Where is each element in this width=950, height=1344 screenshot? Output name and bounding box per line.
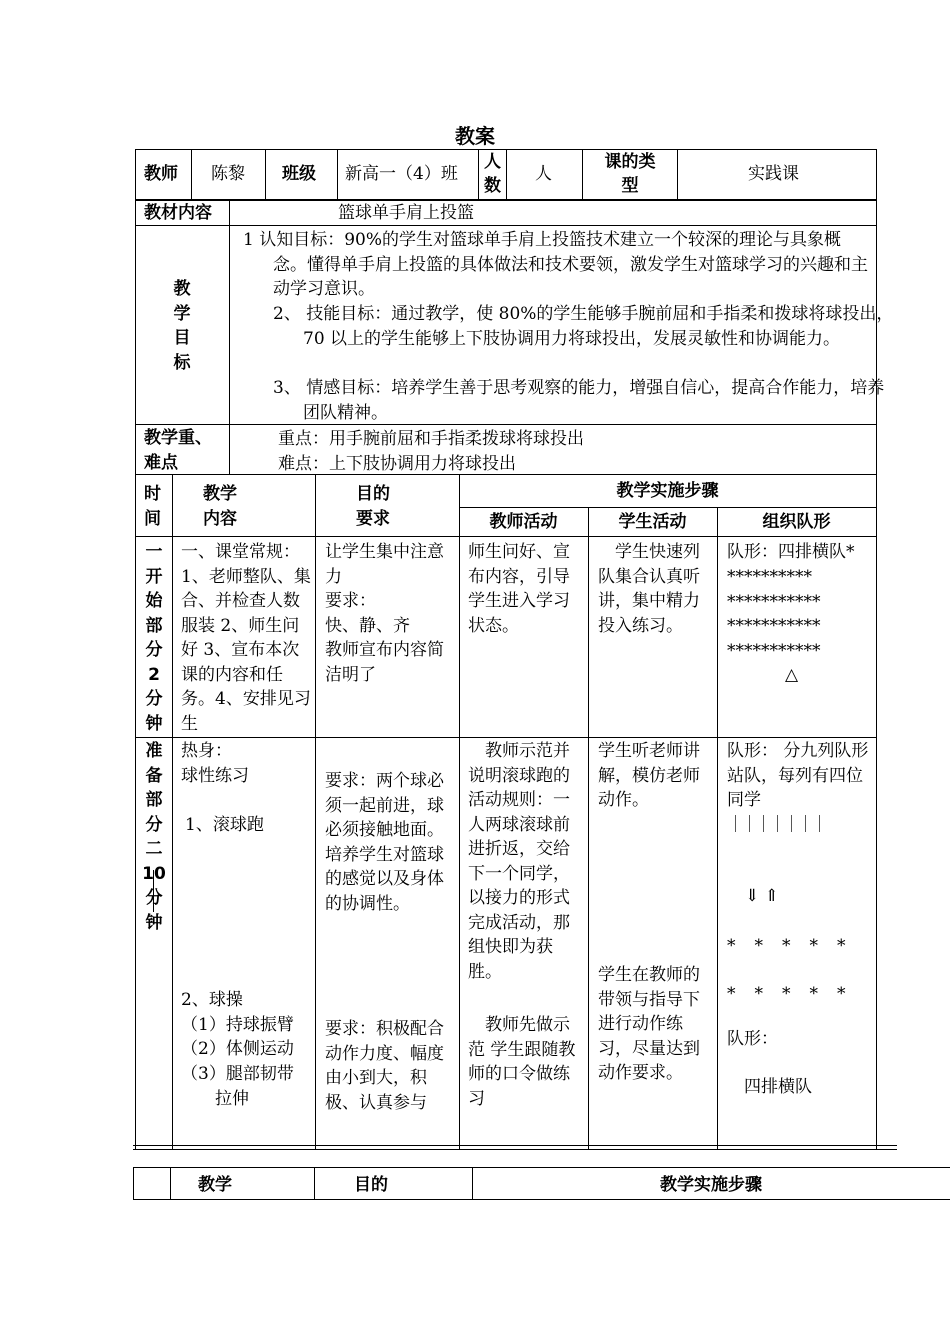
section2-warmup: 热身： — [181, 741, 232, 761]
col-formation-header: 组织队形 — [762, 512, 831, 532]
keypoints-label: 教学重、 难点 — [144, 428, 212, 473]
section1-purpose: 让学生集中注意力 要求： 快、静、齐 教师宣布内容简洁明了 — [325, 542, 444, 685]
section1-formation-row: ********** — [727, 567, 812, 587]
section2-formation2-title: 队形： — [727, 1029, 778, 1049]
count-label: 人 数 — [484, 152, 501, 196]
col-teacher-header: 教师活动 — [489, 512, 558, 532]
teacher-label: 教师 — [144, 164, 178, 184]
material-label: 教材内容 — [144, 203, 212, 223]
col-content-header: 教学 内容 — [203, 484, 237, 529]
section1-formation-row: *********** — [727, 592, 821, 612]
count-value: 人 — [535, 164, 552, 184]
section2-formation1-bars: ｜｜｜｜｜｜｜ — [727, 815, 825, 835]
lesson-type-label: 课的类 型 — [604, 152, 656, 196]
section1-formation-row: *********** — [727, 641, 821, 661]
section1-formation-title: 队形：四排横队* — [727, 542, 855, 562]
section2-item2: 2、球操 — [181, 990, 243, 1010]
page2-content-header: 教学 — [198, 1175, 232, 1195]
col-steps-header: 教学实施步骤 — [616, 481, 719, 501]
col-student-header: 学生活动 — [618, 512, 687, 532]
page-title: 教案 — [455, 124, 495, 148]
goals-label: 教 学 目 标 — [173, 279, 191, 373]
class-label: 班级 — [282, 164, 316, 184]
section1-student: 学生快速列队集合认真听讲，集中精力投入练习。 — [598, 542, 700, 636]
page2-purpose-header: 目的 — [354, 1175, 388, 1195]
direction-arrows-icon: ⇓ ⇑ — [745, 886, 779, 906]
class-name: 新高一（4）班 — [345, 164, 458, 184]
section1-formation-row: *********** — [727, 616, 821, 636]
section2-time: 准 备 部 分 二 10 分 钟 — [142, 741, 166, 933]
section2-ball-practice: 球性练习 — [181, 766, 249, 786]
section2-formation1: 队形： 分九列队形站队，每列有四位同学 — [727, 741, 869, 810]
section2-item2-sub: 拉伸 — [181, 1089, 249, 1109]
teacher-name: 陈黎 — [211, 164, 245, 184]
section2-item2-sub: （2）体侧运动 — [181, 1039, 294, 1059]
section1-content: 一、课堂常规：1、老师整队、集合、并检查人数服装 2、师生问好 3、宣布本次课的内容和任务。4、安排见习生 — [181, 542, 311, 734]
section2-formation1-stars: * * * * * — [727, 936, 847, 956]
keypoint-key: 重点：用手腕前屈和手指柔拨球将球投出 — [278, 429, 584, 449]
section2-teacher1: 教师示范并说明滚球跑的活动规则：一人两球滚球前进折返，交给下一个同学，以接力的形式完成活动，那组快即为获胜。 — [468, 741, 570, 982]
section2-formation1-stars: * * * * * — [727, 984, 847, 1004]
section2-item2-sub: （1）持球振臂 — [181, 1015, 294, 1035]
material-value: 篮球单手肩上投篮 — [338, 203, 474, 223]
section2-item1: 1、滚球跑 — [185, 815, 264, 835]
section2-student1: 学生听老师讲解，模仿老师动作。 — [598, 741, 700, 810]
keypoint-difficult: 难点：上下肢协调用力将球投出 — [278, 454, 516, 474]
lesson-type-value: 实践课 — [748, 164, 799, 184]
col-time-header: 时 间 — [144, 484, 161, 529]
section2-item2-sub: （3）腿部韧带 — [181, 1064, 294, 1084]
section2-teacher2: 教师先做示范 学生跟随教师的口令做练习 — [468, 1015, 576, 1109]
goal-3: 3、 情感目标：培养学生善于思考观察的能力，增强自信心，提高合作能力，培养团队精神。 — [273, 378, 885, 423]
section1-time: 一 开 始 部 分 2 分 钟 — [145, 542, 163, 734]
page2-steps-header: 教学实施步骤 — [660, 1175, 762, 1195]
goal-2: 2、 技能目标：通过教学，使 80%的学生能够手腕前屈和手指柔和拨球将球投出，70 以上的学生能够上下肢协调用力将球投出，发展灵敏性和协调能力。 — [273, 304, 894, 349]
teacher-position-triangle-icon: △ — [785, 665, 799, 685]
section2-student2: 学生在教师的带领与指导下进行动作练习，尽量达到动作要求。 — [598, 965, 700, 1083]
section2-purpose1: 要求：两个球必须一起前进，球必须接触地面。培养学生对篮球的感觉以及身体的协调性。 — [325, 771, 444, 914]
col-purpose-header: 目的 要求 — [356, 484, 390, 529]
section1-teacher: 师生问好、宣布内容，引导学生进入学习状态。 — [468, 542, 570, 636]
section2-formation2-value: 四排横队 — [727, 1077, 812, 1097]
section2-purpose2: 要求：积极配合动作力度、幅度由小到大，积极、认真参与 — [325, 1019, 444, 1113]
goal-1: 1 认知目标：90%的学生对篮球单手肩上投篮技术建立一个较深的理论与具象概念。懂得单手肩上投篮的具体做法和技术要领，激发学生对篮球学习的兴趣和主动学习意识。 — [243, 230, 868, 299]
